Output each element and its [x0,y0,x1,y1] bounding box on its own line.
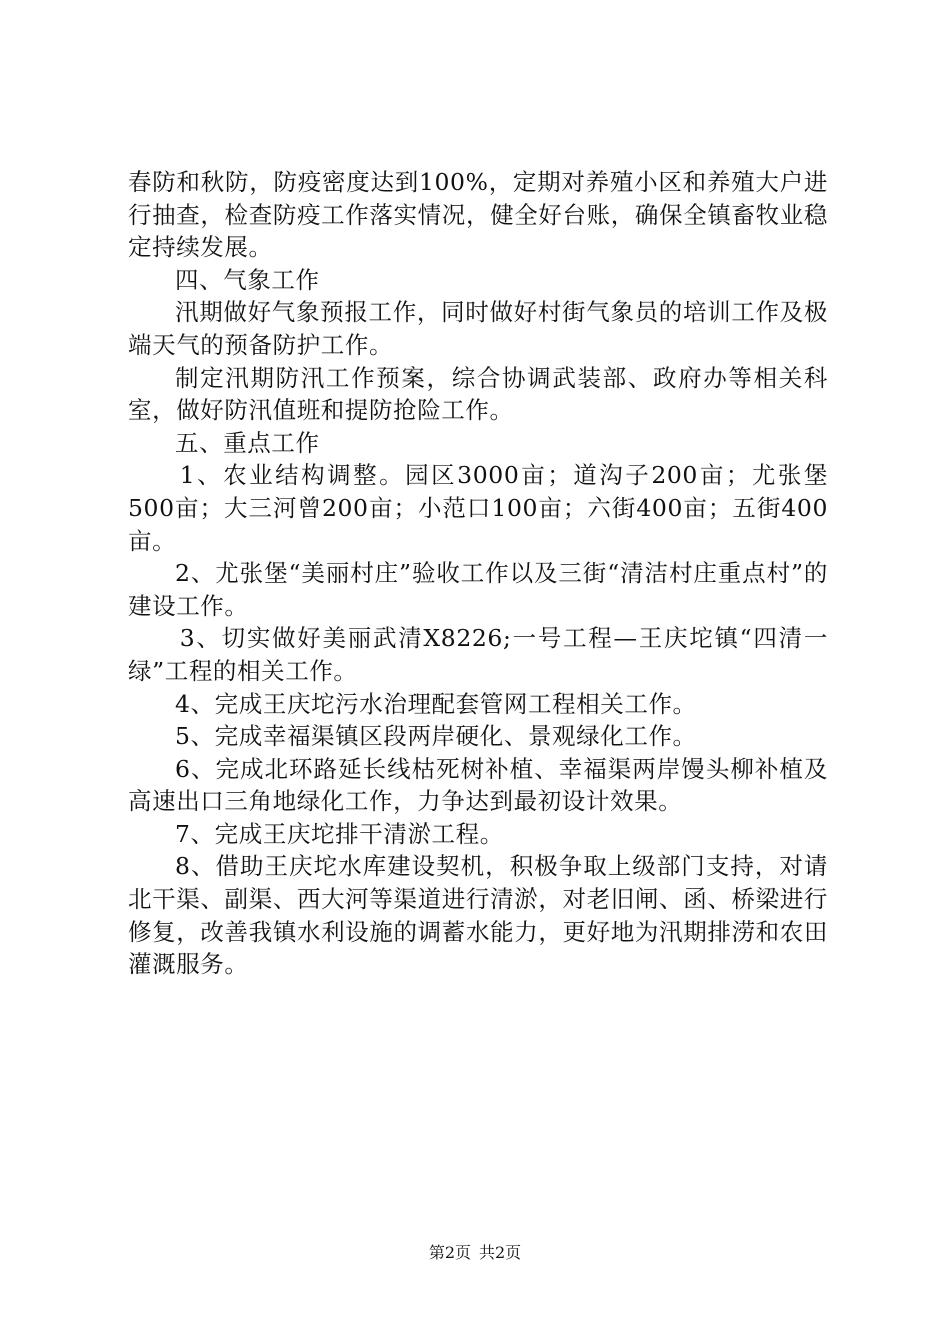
paragraph-weather-forecast: 汛期做好气象预报工作，同时做好村街气象员的培训工作及极端天气的预备防护工作。 [128,298,828,359]
list-item-5: 5、完成幸福渠镇区段两岸硬化、景观绿化工作。 [175,722,697,751]
page-total: 共2页 [479,1243,522,1262]
page-footer [0,1243,950,1263]
paragraph-livestock-continuation: 春防和秋防，防疫密度达到100%，定期对养殖小区和养殖大户进行抽查，检查防疫工作落实情况，健全好台账，确保全镇畜牧业稳定持续发展。 [128,168,828,262]
list-item-4: 4、完成王庆坨污水治理配套管网工程相关工作。 [175,689,697,718]
list-item-2: 2、尤张堡“美丽村庄”验收工作以及三街“清洁村庄重点村”的建设工作。 [128,559,828,620]
page-number: 第2页 [428,1243,471,1262]
section-heading-meteorology: 四、气象工作 [175,265,320,294]
document-body [128,166,828,981]
section-heading-key-work: 五、重点工作 [175,428,320,457]
paragraph-flood-plan: 制定汛期防汛工作预案，综合协调武装部、政府办等相关科室，做好防汛值班和提防抢险工作。 [128,363,828,425]
list-item-1: 1、农业结构调整。园区3000亩；道沟子200亩；尤张堡500亩；大三河曾200亩；小范口100亩；六街400亩；五街400亩。 [128,461,828,555]
list-item-6: 6、完成北环路延长线枯死树补植、幸福渠两岸馒头柳补植及高速出口三角地绿化工作，力争达到最初设计效果。 [128,754,828,816]
list-item-8: 8、借助王庆坨水库建设契机，积极争取上级部门支持，对请北干渠、副渠、西大河等渠道进行清淤，对老旧闸、函、桥梁进行修复，改善我镇水利设施的调蓄水能力，更好地为汛期排涝和农田灌溉服务。 [128,852,828,979]
list-item-3: 3、切实做好美丽武清X8226;一号工程—王庆坨镇“四清一绿”工程的相关工作。 [128,624,828,685]
list-item-7: 7、完成王庆坨排干清淤工程。 [175,819,504,848]
